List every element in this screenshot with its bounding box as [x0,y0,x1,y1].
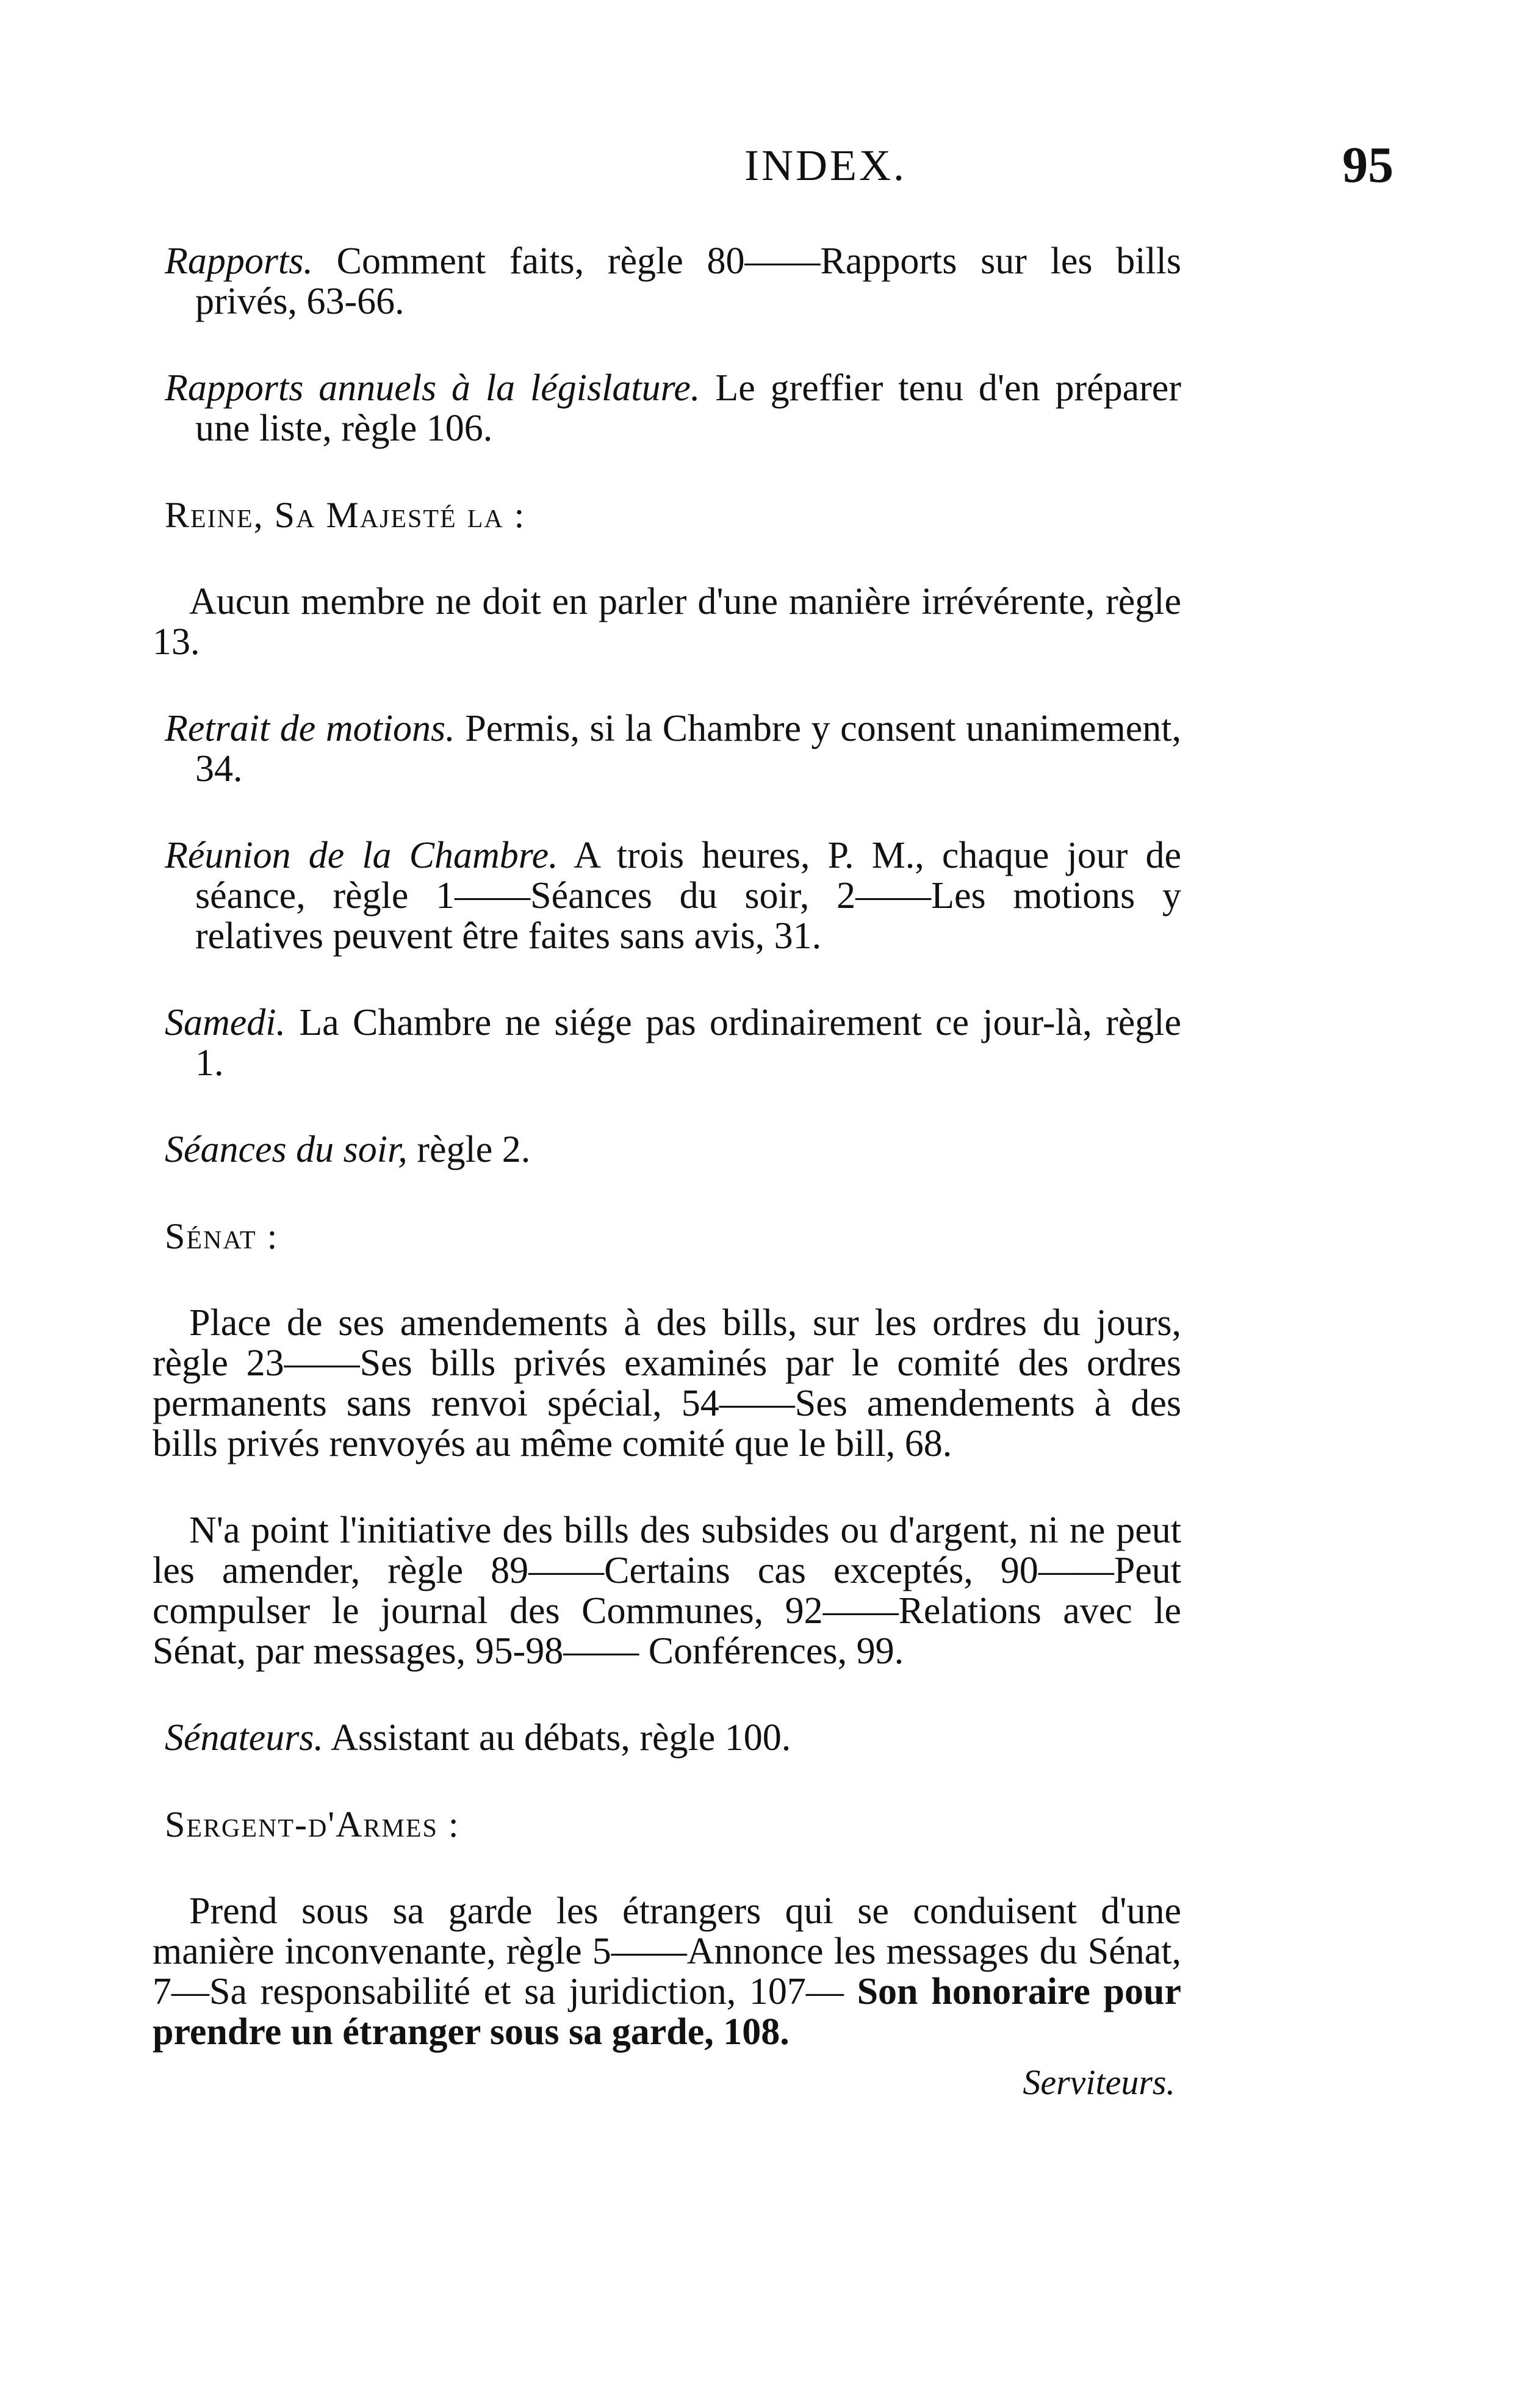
sergent-text-bold: Son honoraire pour prendre un étranger sous sa garde, 108. [153,1971,1181,2053]
heading-senat: Sénat : [165,1216,279,1256]
index-entry-rapports-annuels [153,368,1181,448]
entry-term: Séances du soir, [165,1129,408,1170]
entry-text: Comment faits, règle 80——Rapports sur les bills privés, 63-66. [195,240,1181,322]
sergent-paragraph [153,1891,1181,2052]
index-entry-retrait [153,708,1181,789]
index-entry-senateurs [153,1718,1181,1758]
entry-term: Réunion de la Chambre. [165,835,558,876]
entry-term: Rapports annuels à la législature. [165,367,700,409]
index-entry-samedi [153,1003,1181,1083]
entry-term: Retrait de motions. [165,708,455,749]
running-title: INDEX. [744,141,907,190]
heading-reine: Reine, Sa Majesté la : [165,495,526,535]
index-entry-seances [153,1129,1181,1170]
page-header [0,137,1540,201]
entry-term: Rapports. [165,240,313,282]
entry-text: Le greffier tenu d'en préparer une liste, règle 106. [195,367,1181,449]
sergent-text: Prend sous sa garde les étrangers qui se conduisent d'une manière inconvenante, règle 5——Annonce les messages du Sénat, 7—Sa responsabilité et sa juridiction, 107— [153,1890,1181,2012]
index-body [153,241,1181,2138]
index-entry-reunion [153,835,1181,956]
index-entry-rapports [153,241,1181,322]
reine-text: Aucun membre ne doit en parler d'une manière irrévérente, règle 13. [153,581,1181,663]
senat-paragraph-2: N'a point l'initiative des bills des subsides ou d'argent, ni ne peut les amender, règle 89——Certains cas exceptés, 90——Peut compulser le journal des Communes, 92——Relations avec le Sénat, par messages, 95-98—— Conférences, 99. [153,1510,1181,1672]
page-number: 95 [1342,137,1394,193]
entry-text: La Chambre ne siége pas ordinairement ce jour-là, règle 1. [195,1002,1181,1084]
entry-text: règle 2. [407,1129,531,1170]
entry-term: Sénateurs. [165,1717,324,1759]
senat-paragraph-1: Place de ses amendements à des bills, sur les ordres du jours, règle 23——Ses bills privés examinés par le comité des ordres permanents sans renvoi spécial, 54——Ses amendements à des bills privés renvoyés au même comité que le bill, 68. [153,1302,1181,1464]
entry-text: Assistant au débats, règle 100. [323,1717,791,1759]
entry-text: A trois heures, P. M., chaque jour de séance, règle 1——Séances du soir, 2——Les motions y relatives peuvent être faites sans avis, 31. [195,835,1181,957]
catchword: Serviteurs. [1023,2062,1175,2102]
heading-sergent: Sergent-d'Armes : [165,1804,460,1845]
entry-term: Samedi. [165,1002,286,1043]
entry-text: Permis, si la Chambre y consent unanimement, 34. [195,708,1181,790]
